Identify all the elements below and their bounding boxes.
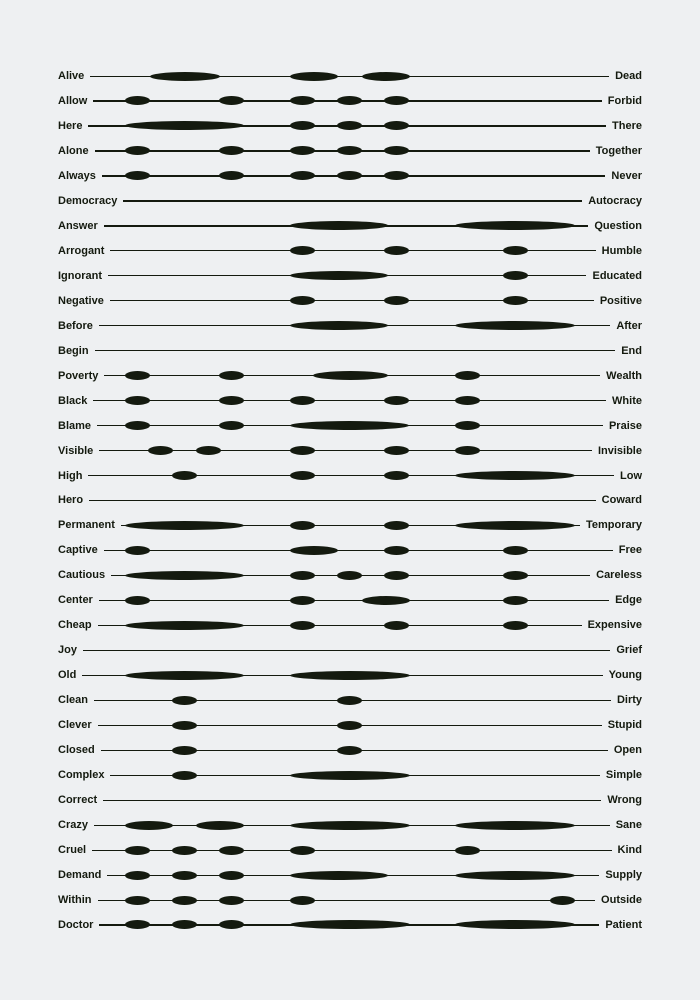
left-word: Joy [58, 644, 77, 657]
thickness-mark [290, 421, 409, 430]
thickness-mark [337, 171, 362, 180]
thickness-mark [384, 471, 409, 480]
thickness-mark [455, 446, 480, 455]
left-word: Cruel [58, 844, 87, 857]
thickness-mark [196, 821, 244, 830]
antonym-row [0, 515, 700, 535]
thickness-mark [219, 171, 244, 180]
thickness-mark [290, 896, 315, 905]
thickness-mark [290, 221, 388, 230]
antonym-row [0, 590, 700, 610]
connector-line [95, 350, 616, 351]
thickness-mark [290, 471, 315, 480]
left-word: Crazy [58, 819, 88, 832]
right-word: Kind [617, 844, 642, 857]
thickness-mark [290, 871, 388, 880]
right-word: Educated [592, 269, 642, 282]
thickness-mark [290, 271, 388, 280]
thickness-mark [172, 896, 197, 905]
right-word: Edge [615, 594, 642, 607]
thickness-mark [125, 171, 150, 180]
right-word: Dead [615, 70, 642, 82]
antonym-row [0, 815, 700, 835]
antonym-row [0, 241, 700, 261]
antonym-row [0, 740, 700, 760]
left-word: Visible [58, 444, 94, 457]
right-word: Invisible [597, 444, 642, 457]
thickness-mark [196, 446, 221, 455]
thickness-mark [503, 546, 528, 555]
thickness-mark [455, 471, 575, 480]
right-word: Praise [608, 419, 642, 432]
right-word: Outside [601, 894, 642, 906]
thickness-mark [219, 371, 244, 380]
right-word: Low [620, 469, 642, 482]
thickness-mark [172, 746, 197, 755]
left-word: Democracy [58, 194, 118, 207]
left-word: Ignorant [58, 269, 102, 282]
left-word: Before [58, 319, 93, 332]
left-word: Clever [58, 719, 92, 732]
antonym-row [0, 890, 700, 910]
antonym-row [0, 790, 700, 810]
right-word: Free [618, 544, 642, 557]
thickness-mark [384, 571, 409, 580]
thickness-mark [172, 846, 197, 855]
connector-line [92, 850, 611, 851]
right-word: Open [613, 744, 642, 757]
left-word: Within [58, 894, 92, 906]
left-word: Black [58, 394, 88, 407]
thickness-mark [125, 821, 173, 830]
right-word: Grief [616, 644, 642, 657]
antonym-row [0, 615, 700, 635]
thickness-mark [455, 321, 575, 330]
thickness-mark [290, 121, 315, 130]
antonym-row [0, 341, 700, 361]
thickness-mark [290, 521, 315, 530]
thickness-mark [150, 72, 220, 81]
thickness-mark [125, 96, 150, 105]
antonym-row [0, 216, 700, 236]
antonym-row [0, 441, 700, 461]
antonym-row [0, 316, 700, 336]
antonym-row [0, 266, 700, 286]
thickness-mark [313, 371, 388, 380]
thickness-mark [219, 96, 244, 105]
antonym-row [0, 640, 700, 660]
connector-line [123, 200, 582, 201]
thickness-mark [172, 721, 197, 730]
thickness-mark [503, 596, 528, 605]
left-word: Complex [58, 769, 105, 782]
thickness-mark [384, 171, 409, 180]
thickness-mark [125, 621, 244, 630]
right-word: Autocracy [588, 194, 642, 207]
left-word: Always [58, 169, 96, 182]
thickness-mark [455, 521, 575, 530]
thickness-mark [384, 396, 409, 405]
antonym-row [0, 466, 700, 486]
right-word: Stupid [607, 719, 642, 732]
thickness-mark [290, 546, 338, 555]
right-word: Young [608, 669, 642, 682]
right-word: End [621, 344, 642, 357]
thickness-mark [384, 521, 409, 530]
thickness-mark [125, 846, 150, 855]
left-word: Cheap [58, 619, 92, 632]
thickness-mark [219, 146, 244, 155]
thickness-mark [125, 521, 244, 530]
left-word: Correct [58, 794, 98, 807]
thickness-mark [290, 846, 315, 855]
thickness-mark [455, 421, 480, 430]
antonym-row [0, 665, 700, 685]
right-word: Positive [599, 294, 642, 307]
thickness-mark [290, 246, 315, 255]
thickness-mark [384, 96, 409, 105]
right-word: Wealth [606, 369, 642, 382]
thickness-mark [219, 421, 244, 430]
antonym-row [0, 865, 700, 885]
thickness-mark [384, 546, 409, 555]
thickness-mark [455, 871, 575, 880]
right-word: Never [611, 169, 642, 182]
right-word: Supply [605, 869, 642, 882]
thickness-mark [290, 96, 315, 105]
thickness-mark [290, 621, 315, 630]
antonym-row [0, 690, 700, 710]
thickness-mark [290, 821, 410, 830]
right-word: Temporary [585, 519, 642, 532]
connector-line [104, 550, 613, 551]
thickness-mark [362, 596, 410, 605]
thickness-mark [172, 696, 197, 705]
antonym-row [0, 116, 700, 136]
left-word: Blame [58, 419, 92, 432]
left-word: Permanent [58, 519, 115, 532]
right-word: White [612, 394, 642, 407]
thickness-mark [455, 221, 575, 230]
left-word: Doctor [58, 918, 94, 931]
antonym-row [0, 540, 700, 560]
connector-line [83, 650, 610, 651]
thickness-mark [290, 596, 315, 605]
right-word: There [612, 119, 642, 132]
thickness-mark [503, 246, 528, 255]
right-word: Careless [596, 569, 642, 582]
left-word: Here [58, 119, 83, 132]
thickness-mark [503, 571, 528, 580]
left-word: High [58, 469, 83, 482]
left-word: Allow [58, 94, 88, 107]
thickness-mark [455, 846, 480, 855]
right-word: After [616, 319, 642, 332]
thickness-mark [384, 296, 409, 305]
antonym-row [0, 141, 700, 161]
thickness-mark [337, 121, 362, 130]
thickness-mark [337, 571, 362, 580]
thickness-mark [337, 721, 362, 730]
thickness-mark [290, 771, 410, 780]
thickness-mark [125, 396, 150, 405]
antonym-row [0, 191, 700, 211]
left-word: Captive [58, 544, 98, 557]
left-word: Arrogant [58, 244, 105, 257]
thickness-mark [290, 296, 315, 305]
thickness-mark [337, 146, 362, 155]
thickness-mark [125, 421, 150, 430]
thickness-mark [125, 671, 244, 680]
thickness-mark [125, 596, 150, 605]
left-word: Demand [58, 869, 102, 882]
right-word: Dirty [616, 694, 642, 707]
thickness-mark [550, 896, 575, 905]
thickness-mark [337, 746, 362, 755]
thickness-mark [125, 371, 150, 380]
thickness-mark [384, 246, 409, 255]
right-word: Humble [601, 244, 642, 257]
right-word: Sane [615, 819, 642, 832]
left-word: Alone [58, 144, 89, 157]
thickness-mark [503, 296, 528, 305]
antonym-row [0, 291, 700, 311]
thickness-mark [125, 896, 150, 905]
right-word: Coward [601, 494, 642, 507]
antonym-row [0, 915, 700, 935]
thickness-mark [172, 771, 197, 780]
thickness-mark [455, 821, 575, 830]
connector-line [103, 800, 601, 801]
thickness-mark [455, 396, 480, 405]
thickness-mark [337, 696, 362, 705]
right-word: Simple [605, 769, 642, 782]
thickness-mark [455, 920, 575, 929]
thickness-mark [172, 920, 197, 929]
antonym-row [0, 66, 700, 86]
thickness-mark [290, 321, 388, 330]
right-word: Patient [605, 918, 642, 931]
thickness-mark [125, 121, 244, 130]
antonym-row [0, 840, 700, 860]
thickness-mark [125, 146, 150, 155]
left-word: Answer [58, 219, 98, 232]
thickness-mark [290, 671, 410, 680]
antonym-row [0, 715, 700, 735]
right-word: Wrong [607, 794, 642, 807]
left-word: Cautious [58, 569, 106, 582]
connector-line [89, 500, 596, 501]
thickness-mark [219, 920, 244, 929]
thickness-mark [290, 571, 315, 580]
thickness-mark [290, 146, 315, 155]
thickness-mark [455, 371, 480, 380]
antonym-row [0, 366, 700, 386]
left-word: Alive [58, 70, 85, 82]
thickness-mark [219, 871, 244, 880]
thickness-mark [148, 446, 173, 455]
thickness-mark [219, 896, 244, 905]
thickness-mark [384, 146, 409, 155]
thickness-mark [503, 271, 528, 280]
thickness-mark [503, 621, 528, 630]
thickness-mark [125, 546, 150, 555]
thickness-mark [290, 396, 315, 405]
right-word: Together [595, 144, 642, 157]
right-word: Question [594, 219, 642, 232]
thickness-mark [384, 621, 409, 630]
right-word: Expensive [587, 619, 642, 632]
thickness-mark [290, 920, 410, 929]
antonym-row [0, 416, 700, 436]
thickness-mark [290, 171, 315, 180]
antonym-row [0, 490, 700, 510]
antonym-row [0, 91, 700, 111]
thickness-mark [384, 446, 409, 455]
connector-line [99, 600, 609, 601]
thickness-mark [125, 571, 244, 580]
left-word: Poverty [58, 369, 99, 382]
left-word: Old [58, 669, 77, 682]
thickness-mark [125, 920, 150, 929]
thickness-mark [219, 846, 244, 855]
thickness-mark [337, 96, 362, 105]
left-word: Closed [58, 744, 95, 757]
thickness-mark [362, 72, 410, 81]
thickness-mark [384, 121, 409, 130]
connector-line [93, 400, 606, 401]
right-word: Forbid [607, 94, 642, 107]
left-word: Hero [58, 494, 84, 507]
left-word: Begin [58, 344, 89, 357]
antonym-row [0, 391, 700, 411]
thickness-mark [172, 471, 197, 480]
antonym-row [0, 166, 700, 186]
antonym-row [0, 565, 700, 585]
antonym-row [0, 765, 700, 785]
thickness-mark [290, 446, 315, 455]
thickness-mark [125, 871, 150, 880]
thickness-mark [290, 72, 338, 81]
left-word: Clean [58, 694, 88, 707]
thickness-mark [172, 871, 197, 880]
left-word: Center [58, 594, 93, 607]
thickness-mark [219, 396, 244, 405]
connector-line [99, 450, 592, 451]
left-word: Negative [58, 294, 104, 307]
